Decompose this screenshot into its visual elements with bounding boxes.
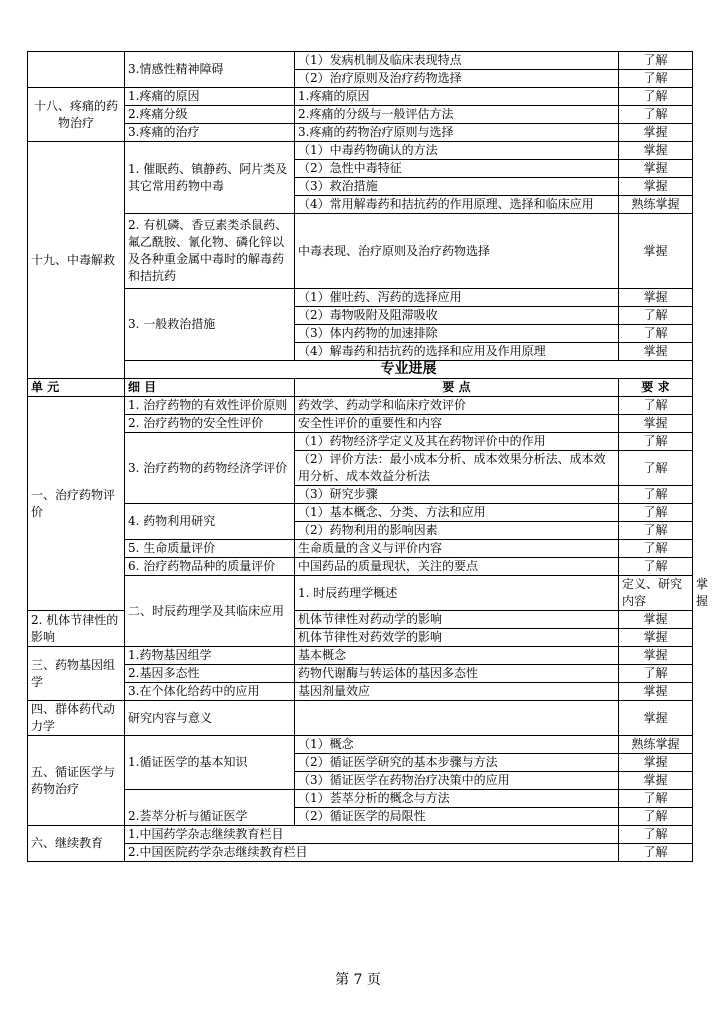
subitem-cell: 2. 治疗药物的安全性评价 xyxy=(125,415,295,433)
requirement-cell: 掌握 xyxy=(619,629,693,647)
requirement-cell: 掌握 xyxy=(619,415,693,433)
requirement-cell: 熟练掌握 xyxy=(619,196,693,214)
table-row xyxy=(28,88,693,106)
subitem-cell: 4. 药物利用研究 xyxy=(125,504,295,540)
point-cell: 中毒表现、治疗原则及治疗药物选择 xyxy=(295,214,619,289)
point-cell: 2.疼痛的分级与一般评估方法 xyxy=(295,106,619,124)
subitem-cell: 1.药物基因组学 xyxy=(125,647,295,665)
unit-cell: 一、治疗药物评价 xyxy=(28,397,125,611)
table-row xyxy=(28,558,693,576)
requirement-cell: 了解 xyxy=(619,486,693,504)
point-cell: 安全性评价的重要性和内容 xyxy=(295,415,619,433)
subitem-cell: 1. 治疗药物的有效性评价原则 xyxy=(125,397,295,415)
table-row xyxy=(28,214,693,289)
point-cell: （4）常用解毒药和拮抗药的作用原理、选择和临床应用 xyxy=(295,196,619,214)
requirement-cell: 熟练掌握 xyxy=(619,736,693,754)
point-cell: 基因剂量效应 xyxy=(295,683,619,701)
subitem-cell: 3.情感性精神障碍 xyxy=(125,52,295,88)
point-cell: （2）药物利用的影响因素 xyxy=(295,522,619,540)
point-cell: （2）急性中毒特征 xyxy=(295,160,619,178)
table-row xyxy=(28,289,693,307)
subitem-cell: 2.中国医院药学杂志继续教育栏目 xyxy=(125,844,619,862)
point-cell: （3）研究步骤 xyxy=(295,486,619,504)
column-header-point: 要 点 xyxy=(295,379,619,397)
point-cell: 药效学、药动学和临床疗效评价 xyxy=(295,397,619,415)
requirement-cell: 掌握 xyxy=(619,214,693,289)
requirement-cell: 掌握 xyxy=(619,142,693,160)
requirement-cell: 掌握 xyxy=(619,611,693,629)
requirement-cell: 了解 xyxy=(619,504,693,522)
subitem-cell: 6. 治疗药物品种的质量评价 xyxy=(125,558,295,576)
page-number: 第 7 页 xyxy=(335,972,381,988)
point-cell: （2）循证医学的局限性 xyxy=(295,808,619,826)
table-row xyxy=(28,826,693,844)
point-cell: 定义、研究内容 xyxy=(619,576,693,611)
requirement-cell: 了解 xyxy=(619,665,693,683)
point-cell: （1）催吐药、泻药的选择应用 xyxy=(295,289,619,307)
requirement-cell: 掌握 xyxy=(619,289,693,307)
syllabus-table xyxy=(27,51,709,862)
point-cell: 基本概念 xyxy=(295,647,619,665)
point-cell: （2）评价方法：最小成本分析、成本效果分析法、成本效用分析、成本效益分析法 xyxy=(295,451,619,486)
table-row xyxy=(28,790,693,808)
subitem-cell: 5. 生命质量评价 xyxy=(125,540,295,558)
requirement-cell: 了解 xyxy=(619,540,693,558)
subitem-cell: 3.疼痛的治疗 xyxy=(125,124,295,142)
unit-cell-continued xyxy=(28,52,125,88)
subitem-cell: 1. 时辰药理学概述 xyxy=(295,576,619,611)
subitem-cell: 2.基因多态性 xyxy=(125,665,295,683)
requirement-cell: 掌握 xyxy=(619,160,693,178)
requirement-cell: 了解 xyxy=(619,70,693,88)
requirement-cell: 了解 xyxy=(619,325,693,343)
subitem-cell: 研究内容与意义 xyxy=(125,701,295,736)
point-cell: （4）解毒药和拮抗药的选择和应用及作用原理 xyxy=(295,343,619,361)
requirement-cell: 了解 xyxy=(619,808,693,826)
requirement-cell: 了解 xyxy=(619,307,693,325)
point-cell: 机体节律性对药效学的影响 xyxy=(295,629,619,647)
subitem-cell: 1.循证医学的基本知识 xyxy=(125,736,295,790)
point-cell: 药物代谢酶与转运体的基因多态性 xyxy=(295,665,619,683)
table-row xyxy=(28,504,693,522)
section-title: 专业进展 xyxy=(125,361,693,379)
subitem-cell: 2. 机体节律性的影响 xyxy=(28,611,125,647)
point-cell: 机体节律性对药动学的影响 xyxy=(295,611,619,629)
point-cell: 中国药品的质量现状，关注的要点 xyxy=(295,558,619,576)
point-cell: （2）治疗原则及治疗药物选择 xyxy=(295,70,619,88)
requirement-cell: 了解 xyxy=(619,433,693,451)
requirement-cell: 了解 xyxy=(619,522,693,540)
table-row xyxy=(28,124,693,142)
requirement-cell: 了解 xyxy=(619,826,693,844)
requirement-cell: 了解 xyxy=(619,451,693,486)
unit-cell: 二、时辰药理学及其临床应用 xyxy=(125,576,295,647)
point-cell: 3.疼痛的药物治疗原则与选择 xyxy=(295,124,619,142)
requirement-cell: 了解 xyxy=(619,790,693,808)
requirement-cell: 掌握 xyxy=(619,647,693,665)
table-row xyxy=(28,415,693,433)
subitem-cell: 2.荟萃分析与循证医学 xyxy=(125,790,295,826)
table-row: 二、时辰药理学及其临床应用 1. 时辰药理学概述 定义、研究内容 掌握 xyxy=(28,576,693,611)
requirement-cell: 掌握 xyxy=(619,124,693,142)
point-cell: （1）概念 xyxy=(295,736,619,754)
header-row xyxy=(28,379,693,397)
table-row xyxy=(28,142,693,160)
point-cell: （1）荟萃分析的概念与方法 xyxy=(295,790,619,808)
requirement-cell: 了解 xyxy=(619,844,693,862)
requirement-cell: 了解 xyxy=(619,397,693,415)
point-cell: （3）体内药物的加速排除 xyxy=(295,325,619,343)
unit-cell: 十八、疼痛的药物治疗 xyxy=(28,88,125,142)
point-cell: （3）循证医学在药物治疗决策中的应用 xyxy=(295,772,619,790)
requirement-cell: 了解 xyxy=(619,88,693,106)
point-cell: （1）药物经济学定义及其在药物评价中的作用 xyxy=(295,433,619,451)
requirement-cell: 了解 xyxy=(619,106,693,124)
section-title-row xyxy=(28,361,693,379)
column-header-subitem: 细 目 xyxy=(125,379,295,397)
table-row xyxy=(28,397,693,415)
table-row xyxy=(28,647,693,665)
requirement-cell: 了解 xyxy=(619,52,693,70)
point-cell: （2）毒物吸附及阻滞吸收 xyxy=(295,307,619,325)
table-row xyxy=(28,106,693,124)
subitem-cell: 2.疼痛分级 xyxy=(125,106,295,124)
subitem-cell: 2. 有机磷、香豆素类杀鼠药、氟乙酰胺、氰化物、磷化锌以及各种重金属中毒时的解毒药和拮抗药 xyxy=(125,214,295,289)
subitem-cell: 1. 催眠药、镇静药、阿片类及其它常用药物中毒 xyxy=(125,142,295,214)
unit-cell: 五、循证医学与药物治疗 xyxy=(28,736,125,826)
requirement-cell: 掌握 xyxy=(619,683,693,701)
unit-cell: 十九、中毒解救 xyxy=(28,142,125,379)
unit-cell: 四、群体药代动力学 xyxy=(28,701,125,736)
point-cell: （1）发病机制及临床表现特点 xyxy=(295,52,619,70)
requirement-cell: 掌握 xyxy=(619,754,693,772)
column-header-unit: 单 元 xyxy=(28,379,125,397)
point-cell: （3）救治措施 xyxy=(295,178,619,196)
requirement-cell: 掌握 xyxy=(619,701,693,736)
point-cell: 1.疼痛的原因 xyxy=(295,88,619,106)
subitem-cell: 1.中国药学杂志继续教育栏目 xyxy=(125,826,619,844)
requirement-cell: 掌握 xyxy=(619,343,693,361)
unit-cell: 六、继续教育 xyxy=(28,826,125,862)
subitem-cell: 3.在个体化给药中的应用 xyxy=(125,683,295,701)
subitem-cell: 3. 治疗药物的药物经济学评价 xyxy=(125,433,295,504)
point-cell: （2）循证医学研究的基本步骤与方法 xyxy=(295,754,619,772)
requirement-cell: 掌握 xyxy=(619,178,693,196)
table-row xyxy=(28,844,693,862)
point-cell: （1）基本概念、分类、方法和应用 xyxy=(295,504,619,522)
table-row xyxy=(28,736,693,754)
point-cell: 生命质量的含义与评价内容 xyxy=(295,540,619,558)
table-row xyxy=(28,665,693,683)
requirement-cell: 掌握 xyxy=(619,772,693,790)
point-cell xyxy=(295,701,619,736)
table-row xyxy=(28,683,693,701)
point-cell: （1）中毒药物确认的方法 xyxy=(295,142,619,160)
subitem-cell: 3. 一般救治措施 xyxy=(125,289,295,361)
column-header-requirement: 要 求 xyxy=(619,379,693,397)
requirement-cell: 了解 xyxy=(619,558,693,576)
table-row xyxy=(28,540,693,558)
table-row xyxy=(28,433,693,451)
unit-cell: 三、药物基因组学 xyxy=(28,647,125,701)
subitem-cell: 1.疼痛的原因 xyxy=(125,88,295,106)
table-row xyxy=(28,701,693,736)
table-row xyxy=(28,52,693,70)
